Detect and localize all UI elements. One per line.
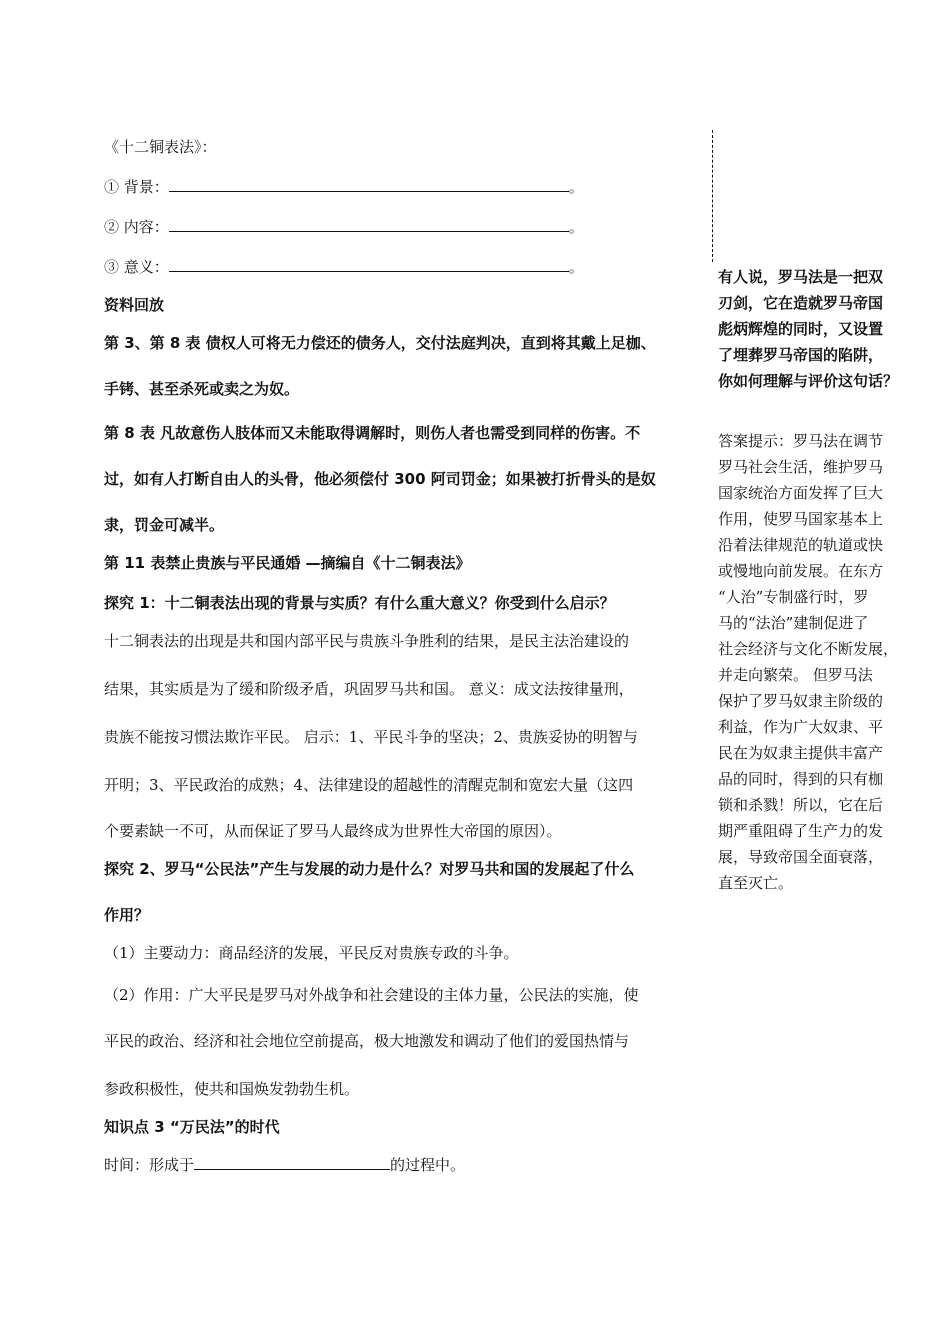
fill-item-significance: ③ 意义： 。 xyxy=(104,258,584,276)
side-answer-line: 利益，作为广大奴隶、平 xyxy=(718,718,884,736)
inquiry1-line: 贵族不能按习惯法欺诈平民。 启示：1、平民斗争的坚决；2、贵族妥协的明智与 xyxy=(104,728,638,746)
side-answer-line: 直至灭亡。 xyxy=(718,874,794,892)
side-answer-line: 罗马社会生活，维护罗马 xyxy=(718,458,884,476)
side-answer-line: 马的“法治”建制促进了 xyxy=(718,614,869,632)
side-answer-line: 国家统治方面发挥了巨大 xyxy=(718,484,884,502)
side-question-line: 刃剑，它在造就罗马帝国 xyxy=(718,294,884,312)
inquiry2-line: （2）作用：广大平民是罗马对外战争和社会建设的主体力量，公民法的实施，使 xyxy=(104,986,639,1004)
side-answer-line: 并走向繁荣。 但罗马法 xyxy=(718,666,873,684)
inquiry2-line: 参政积极性，使共和国焕发勃勃生机。 xyxy=(104,1080,360,1098)
fill-item-content: ② 内容： 。 xyxy=(104,218,584,236)
knowledge3-heading: 知识点 3 “万民法”的时代 xyxy=(104,1118,280,1136)
inquiry1-line: 个要素缺一不可，从而保证了罗马人最终成为世界性大帝国的原因）。 xyxy=(104,822,562,840)
inquiry2-title: 作用？ xyxy=(104,906,150,924)
side-answer-line: 保护了罗马奴隶主阶级的 xyxy=(718,692,884,710)
side-answer-line: 民在为奴隶主提供丰富产 xyxy=(718,744,884,762)
material-line: 隶，罚金可减半。 xyxy=(104,516,225,534)
time-fill-item: 时间：形成于 的过程中。 xyxy=(104,1156,466,1174)
material-line: 第 3、第 8 表 债权人可将无力偿还的债务人，交付法庭判决，直到将其戴上足枷、 xyxy=(104,334,656,352)
side-answer-line: 社会经济与文化不断发展， xyxy=(718,640,899,658)
blank-line[interactable] xyxy=(169,177,569,192)
side-answer-line: 期严重阻碍了生产力的发 xyxy=(718,822,884,840)
inquiry1-line: 开明；3、平民政治的成熟；4、法律建设的超越性的清醒克制和宽宏大量（这四 xyxy=(104,776,634,794)
blank-line[interactable] xyxy=(169,257,569,272)
inquiry1-line: 结果，其实质是为了缓和阶级矛盾，巩固罗马共和国。 意义：成文法按律量刑， xyxy=(104,680,634,698)
side-answer-line: 展，导致帝国全面衰落， xyxy=(718,848,884,866)
dashed-divider xyxy=(712,130,714,262)
material-line: 第 8 表 凡故意伤人肢体而又未能取得调解时，则伤人者也需受到同样的伤害。不 xyxy=(104,424,641,442)
inquiry2-line: （1）主要动力：商品经济的发展，平民反对贵族专政的斗争。 xyxy=(104,944,519,962)
side-answer-line: 答案提示：罗马法在调节 xyxy=(718,432,884,450)
material-line: 第 11 表禁止贵族与平民通婚 —摘编自《十二铜表法》 xyxy=(104,554,471,572)
side-answer-line: 品的同时，得到的只有枷 xyxy=(718,770,884,788)
side-question-line: 你如何理解与评价这句话？ xyxy=(718,372,899,390)
side-answer-line: 作用，使罗马国家基本上 xyxy=(718,510,884,528)
material-line: 手铐、甚至杀死或卖之为奴。 xyxy=(104,380,300,398)
inquiry1-title: 探究 1：十二铜表法出现的背景与实质？有什么重大意义？你受到什么启示？ xyxy=(104,594,615,612)
inquiry1-line: 十二铜表法的出现是共和国内部平民与贵族斗争胜利的结果，是民主法治建设的 xyxy=(104,632,630,650)
material-heading: 资料回放 xyxy=(104,296,165,314)
side-question-line: 了埋葬罗马帝国的陷阱， xyxy=(718,346,884,364)
inquiry2-line: 平民的政治、经济和社会地位空前提高，极大地激发和调动了他们的爱国热情与 xyxy=(104,1032,630,1050)
side-answer-line: 或慢地向前发展。在东方 xyxy=(718,562,884,580)
material-line: 过，如有人打断自由人的头骨，他必须偿付 300 阿司罚金；如果被打折骨头的是奴 xyxy=(104,470,656,488)
blank-line[interactable] xyxy=(194,1155,390,1170)
side-answer-line: 沿着法律规范的轨道或快 xyxy=(718,536,884,554)
law-title: 《十二铜表法》： xyxy=(104,138,217,156)
fill-item-background: ① 背景： 。 xyxy=(104,178,584,196)
inquiry2-title: 探究 2、罗马“公民法”产生与发展的动力是什么？对罗马共和国的发展起了什么 xyxy=(104,860,635,878)
side-answer-line: 锁和杀戮！所以，它在后 xyxy=(718,796,884,814)
side-answer-line: “人治”专制盛行时，罗 xyxy=(718,588,869,606)
side-question-line: 彪炳辉煌的同时，又设置 xyxy=(718,320,884,338)
blank-line[interactable] xyxy=(169,217,569,232)
side-question-line: 有人说，罗马法是一把双 xyxy=(718,268,884,286)
